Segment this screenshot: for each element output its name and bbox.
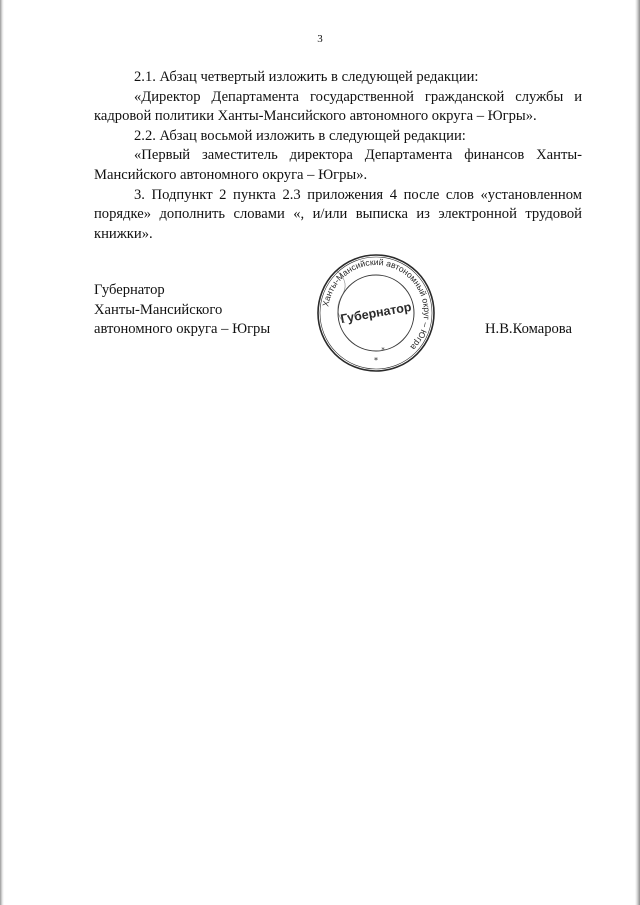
signer-name: Н.В.Комарова <box>485 321 572 337</box>
scan-edge-right <box>635 0 640 905</box>
signature-title-line: Ханты-Мансийского <box>94 301 223 318</box>
paragraph-first-deputy-title: «Первый заместитель директора Департамента финансов Ханты-Мансийского автономного округа – Югры». <box>94 147 582 183</box>
seal-ring-text: Ханты-Мансийский автономный округ – Югра <box>320 256 433 353</box>
signature-block <box>94 281 270 340</box>
seal-star-icon: * <box>381 346 385 354</box>
seal-center-text: Губернатор <box>339 299 413 327</box>
page-number: 3 <box>317 33 323 45</box>
signature-title-line: автономного округа – Югры <box>94 321 271 338</box>
signature-title-line: Губернатор <box>94 282 165 298</box>
scan-edge-left <box>0 0 4 905</box>
official-seal <box>311 253 441 373</box>
seal-star-icon: * <box>374 356 378 365</box>
paragraph-3: 3. Подпункт 2 пункта 2.3 приложения 4 после слов «установленном порядке» дополнить словами «, и/или выписка из электронной трудовой книжки». <box>94 186 582 242</box>
paragraph-2-1: 2.1. Абзац четвертый изложить в следующей редакции: <box>134 69 479 85</box>
document-body <box>94 68 582 244</box>
paragraph-2-2: 2.2. Абзац восьмой изложить в следующей редакции: <box>134 127 466 144</box>
paragraph-director-title: «Директор Департамента государственной гражданской службы и кадровой политики Ханты-Мансийского автономного округа – Югры». <box>94 88 582 125</box>
